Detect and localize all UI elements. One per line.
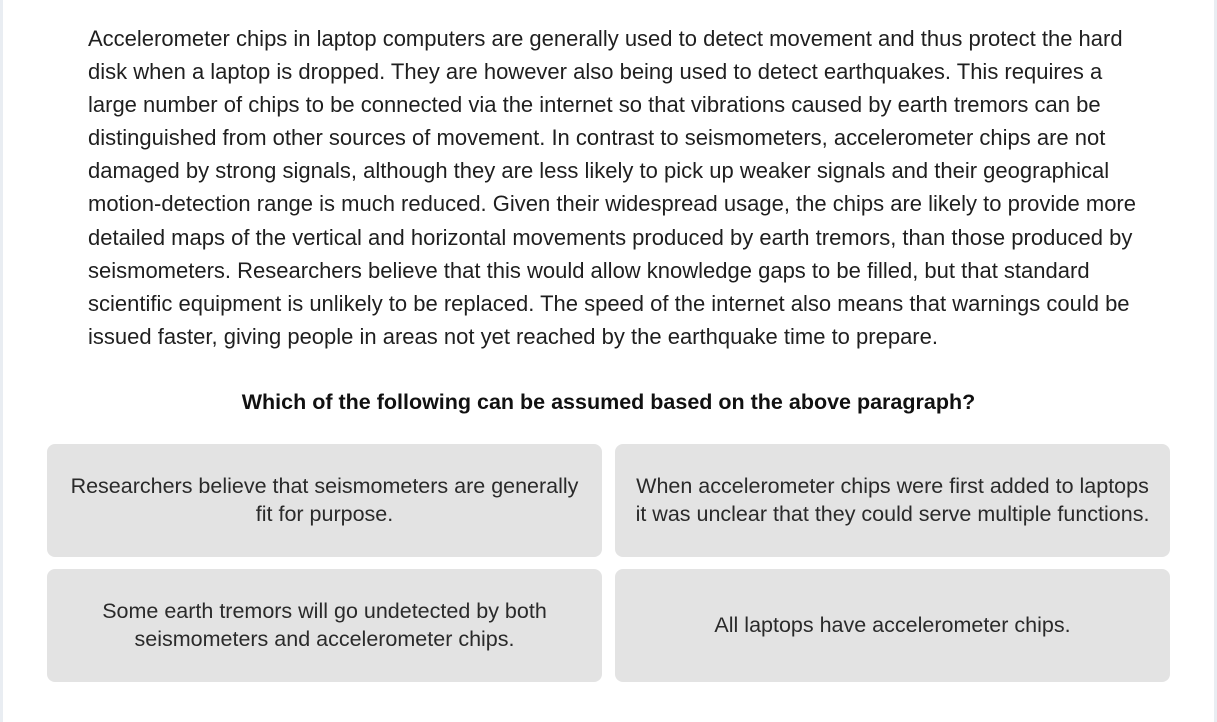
answer-option-label: Researchers believe that seismometers are generally fit for purpose. xyxy=(70,474,579,526)
answer-option-label: Some earth tremors will go undetected by both seismometers and accelerometer chips. xyxy=(102,599,547,651)
question-panel xyxy=(3,0,1214,722)
answer-option-2[interactable] xyxy=(615,444,1170,557)
answer-option-3[interactable] xyxy=(47,569,602,682)
passage-text: Accelerometer chips in laptop computers are generally used to detect movement and thus protect the hard disk when a laptop is dropped. They are however also being used to detect earthquakes. This requires a large number of chips to be connected via the internet so that vibrations caused by earth tremors can be distinguished from other sources of movement. In contrast to seismometers, accelerometer chips are not damaged by strong signals, although they are less likely to pick up weaker signals and their geographical motion-detection range is much reduced. Given their widespread usage, the chips are likely to provide more detailed maps of the vertical and horizontal movements produced by earth tremors, than those produced by seismometers. Researchers believe that this would allow knowledge gaps to be filled, but that standard scientific equipment is unlikely to be replaced. The speed of the internet also means that warnings could be issued faster, giving people in areas not yet reached by the earthquake time to prepare. xyxy=(88,26,1136,349)
answer-option-label: All laptops have accelerometer chips. xyxy=(714,612,1071,637)
question-text: Which of the following can be assumed based on the above paragraph? xyxy=(241,390,976,414)
answer-option-label: When accelerometer chips were first added to laptops it was unclear that they could serve multiple functions. xyxy=(635,474,1150,526)
answer-option-4[interactable] xyxy=(615,569,1170,682)
answer-option-1[interactable] xyxy=(47,444,602,557)
